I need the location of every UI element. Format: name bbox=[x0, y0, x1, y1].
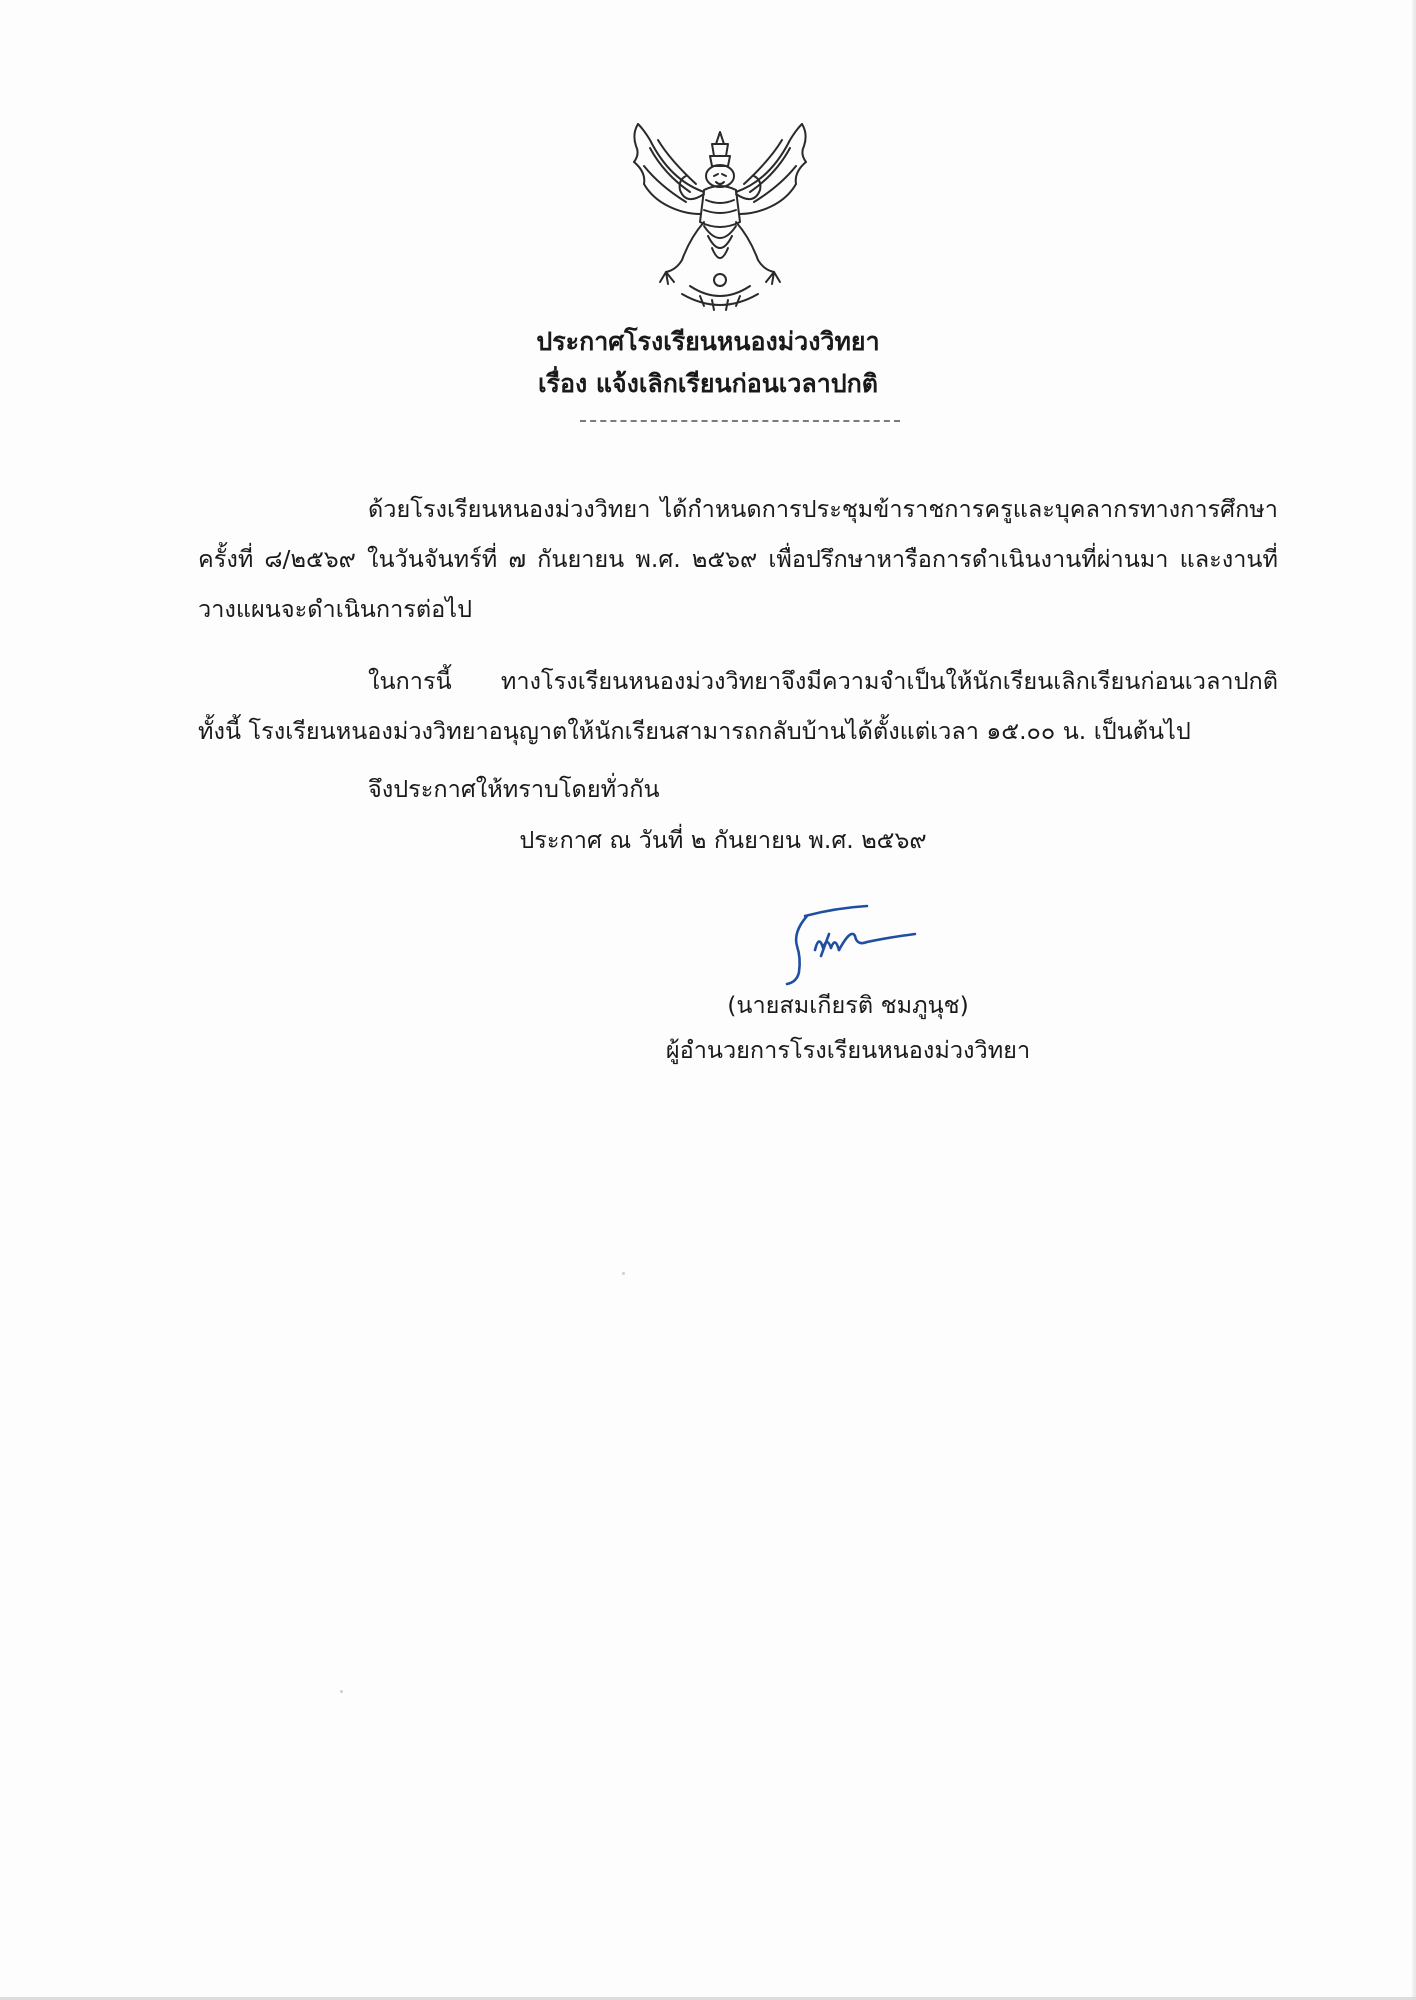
scan-speck bbox=[622, 1272, 625, 1275]
page-edge bbox=[1412, 0, 1416, 2000]
title-divider bbox=[580, 420, 900, 422]
body-paragraph-2: ในการนี้ ทางโรงเรียนหนองม่วงวิทยาจึงมีความจำเป็นให้นักเรียนเลิกเรียนก่อนเวลาปกติ ทั้งนี้ โรงเรียนหนองม่วงวิทยาอนุญาตให้นักเรียนสามารถกลับบ้านได้ตั้งแต่เวลา ๑๕.๐๐ น. เป็นต้นไป bbox=[198, 666, 1278, 745]
signer-title: ผู้อำนวยการโรงเรียนหนองม่วงวิทยา bbox=[665, 1036, 1031, 1064]
announcement-title: ประกาศโรงเรียนหนองม่วงวิทยา bbox=[536, 327, 880, 356]
signer-name: (นายสมเกียรติ ชมภูนุช) bbox=[727, 991, 969, 1019]
handwritten-signature-icon bbox=[775, 898, 925, 988]
body-paragraph-1: ด้วยโรงเรียนหนองม่วงวิทยา ได้กำหนดการประชุมข้าราชการครูและบุคลากรทางการศึกษา ครั้งที่ ๘/๒๕๖๙ ในวันจันทร์ที่ ๗ กันยายน พ.ศ. ๒๕๖๙ เพื่อปรึกษาหารือการดำเนินงานที่ผ่านมา และงานที่วางแผนจะดำเนินการต่อไป bbox=[198, 494, 1278, 623]
garuda-emblem-icon bbox=[620, 110, 820, 320]
announcement-date: ประกาศ ณ วันที่ ๒ กันยายน พ.ศ. ๒๕๖๙ bbox=[519, 826, 927, 854]
announcement-subject: เรื่อง แจ้งเลิกเรียนก่อนเวลาปกติ bbox=[537, 369, 878, 398]
body-paragraph-3: จึงประกาศให้ทราบโดยทั่วกัน bbox=[368, 774, 660, 803]
scan-speck bbox=[340, 1690, 343, 1693]
